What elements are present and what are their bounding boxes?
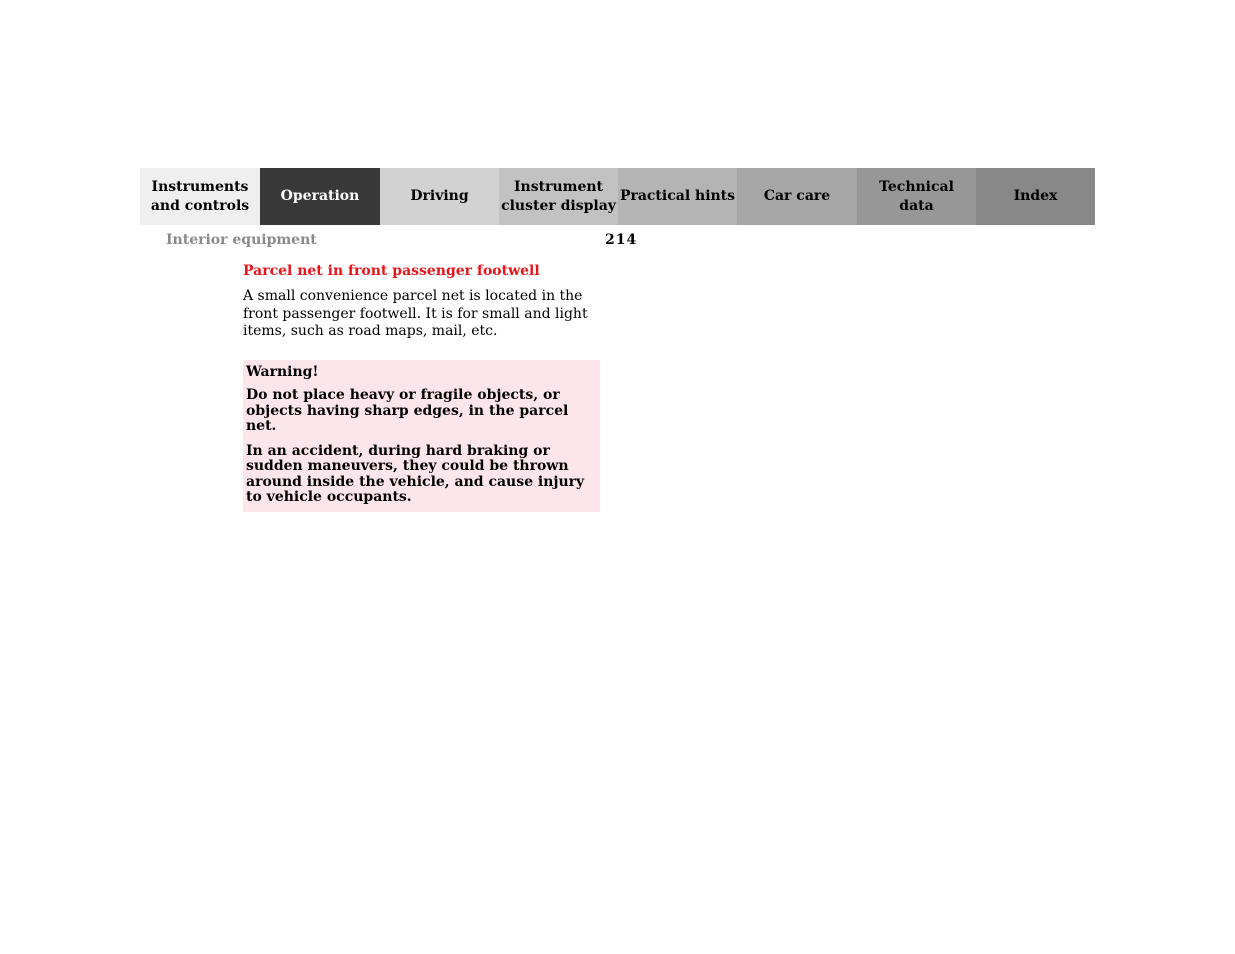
- tab-practical-hints[interactable]: Practical hints: [618, 168, 737, 225]
- tab-car-care[interactable]: Car care: [737, 168, 857, 225]
- tab-driving[interactable]: Driving: [380, 168, 499, 225]
- body-paragraph: A small convenience parcel net is located in the front passenger footwell. It is for small and light items, such as road maps, mail, etc.: [243, 288, 588, 339]
- warning-box: [243, 360, 600, 512]
- tab-instruments-and-controls[interactable]: Instruments and controls: [140, 168, 260, 225]
- tab-technical-data[interactable]: Technical data: [857, 168, 976, 225]
- warning-paragraph: Do not place heavy or fragile objects, or objects having sharp edges, in the parcel net.: [246, 387, 569, 434]
- topic-heading: Parcel net in front passenger footwell: [243, 263, 540, 279]
- section-title: Interior equipment: [166, 232, 317, 248]
- main-content: [243, 262, 600, 512]
- warning-paragraph: In an accident, during hard braking or sudden maneuvers, they could be thrown around inside the vehicle, and cause injury to vehicle occupants.: [246, 442, 585, 505]
- tab-instrument-cluster-display[interactable]: Instrument cluster display: [499, 168, 618, 225]
- tab-index[interactable]: Index: [976, 168, 1095, 225]
- page-number: 214: [605, 232, 638, 248]
- tab-operation[interactable]: Operation: [260, 168, 380, 225]
- chapter-tab-bar: [140, 168, 1095, 225]
- warning-title: Warning!: [246, 363, 319, 380]
